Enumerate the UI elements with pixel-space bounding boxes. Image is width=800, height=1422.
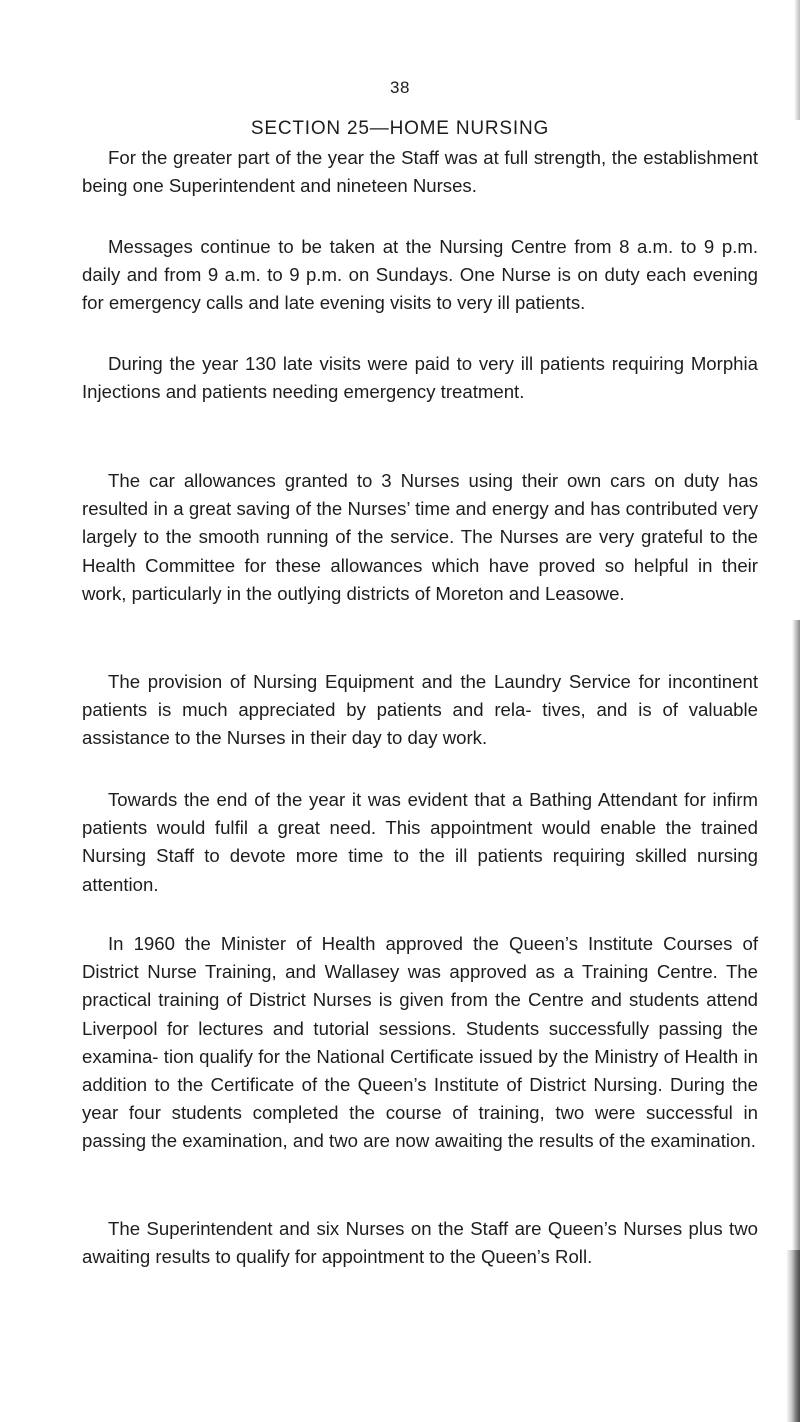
page-edge-shadow-bottom [786,1250,800,1422]
paragraph-training-centre: In 1960 the Minister of Health approved the Queen’s Institute Courses of District Nurse Training, and Wallasey was approved as a Training Centre. The practical training of District Nurses is given from the Centre and students attend Liverpool for lectures and tutorial sessions. Students successfully passing the examina- tion qualify for the National Certificate issued by the Ministry of Health in addition to the Certificate of the Queen’s Institute of District Nursing. During the year four students completed the course of training, two were successful in passing the examination, and two are now awaiting the results of the examination. [82,933,758,1152]
page-edge-shadow-top [794,0,800,120]
page-number: 38 [390,78,410,97]
section-title: SECTION 25—HOME NURSING [250,118,550,139]
paragraph-late-visits: During the year 130 late visits were paid to very ill patients requiring Morphia Injections and patients needing emergency treatment. [82,353,758,403]
paragraph-bathing-attendant: Towards the end of the year it was evident that a Bathing Attendant for infirm patients would fulfil a great need. This appointment would enable the trained Nursing Staff to devote more time to the ill patients requiring skilled nursing attention. [82,789,758,895]
paragraph-messages: Messages continue to be taken at the Nursing Centre from 8 a.m. to 9 p.m. daily and from 9 a.m. to 9 p.m. on Sundays. One Nurse is on duty each evening for emergency calls and late evening visits to very ill patients. [82,236,758,314]
paragraph-car-allowances: The car allowances granted to 3 Nurses using their own cars on duty has resulted in a great saving of the Nurses’ time and energy and has contributed very largely to the smooth running of the service. The Nurses are very grateful to the Health Committee for these allowances which have proved so helpful in their work, particularly in the outlying districts of Moreton and Leasowe. [82,470,758,604]
paragraph-queens-nurses: The Superintendent and six Nurses on the Staff are Queen’s Nurses plus two awaiting results to qualify for appointment to the Queen’s Roll. [82,1218,758,1268]
paragraph-nursing-equipment: The provision of Nursing Equipment and the Laundry Service for incontinent patients is much appreciated by patients and rela- tives, and is of valuable assistance to the Nurses in their day to day work. [82,671,758,749]
paragraph-staff-strength: For the greater part of the year the Staff was at full strength, the establishment being one Superintendent and nineteen Nurses. [82,147,758,197]
